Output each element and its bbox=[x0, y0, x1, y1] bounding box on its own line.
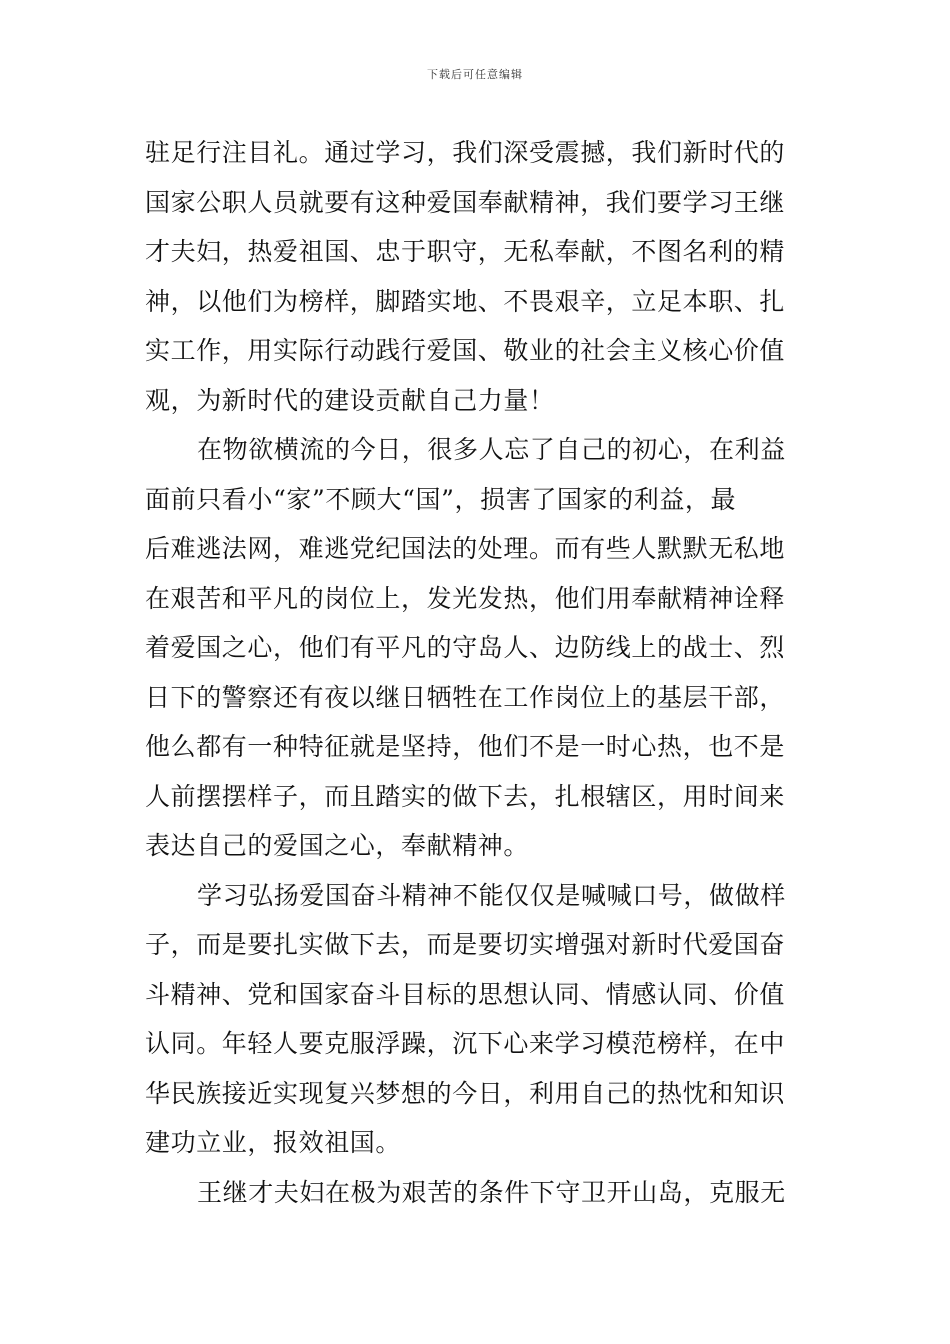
text-line: 表达自己的爱国之心，奉献精神。 bbox=[145, 831, 530, 860]
text-line: 才夫妇，热爱祖国、忠于职守，无私奉献，不图名利的精 bbox=[145, 237, 786, 266]
text-line: 实工作，用实际行动践行爱国、敬业的社会主义核心价值 bbox=[145, 336, 786, 365]
text-line: 着爱国之心，他们有平凡的守岛人、边防线上的战士、烈 bbox=[145, 633, 786, 662]
text-line: 认同。年轻人要克服浮躁，沉下心来学习模范榜样，在中 bbox=[145, 1029, 786, 1058]
document-body bbox=[145, 128, 807, 1217]
text-line: 神，以他们为榜样，脚踏实地、不畏艰辛，立足本职、扎 bbox=[145, 286, 786, 316]
text-line: 面前只看小“家”不顾大“国”，损害了国家的利益，最 bbox=[145, 484, 737, 514]
text-line: 在艰苦和平凡的岗位上，发光发热，他们用奉献精神诠释 bbox=[145, 583, 786, 613]
paragraph bbox=[145, 425, 807, 871]
text-line: 他么都有一种特征就是坚持，他们不是一时心热，也不是 bbox=[145, 732, 786, 761]
text-line: 后难逃法网，难逃党纪国法的处理。而有些人默默无私地 bbox=[145, 534, 786, 563]
paragraph bbox=[145, 871, 807, 1168]
page-header: 下载后可任意编辑 bbox=[427, 68, 523, 81]
text-line: 子，而是要扎实做下去，而是要切实增强对新时代爱国奋 bbox=[145, 930, 786, 959]
text-line: 王继才夫妇在极为艰苦的条件下守卫开山岛，克服无 bbox=[197, 1177, 786, 1207]
text-line: 人前摆摆样子，而且踏实的做下去，扎根辖区，用时间来 bbox=[145, 781, 786, 811]
text-line: 在物欲横流的今日，很多人忘了自己的初心，在利益 bbox=[197, 435, 786, 464]
text-line: 斗精神、党和国家奋斗目标的思想认同、情感认同、价值 bbox=[145, 979, 786, 1009]
text-line: 日下的警察还有夜以继日牺牲在工作岗位上的基层干部， bbox=[145, 682, 786, 712]
text-line: 驻足行注目礼。通过学习，我们深受震撼，我们新时代的 bbox=[145, 138, 786, 167]
paragraph bbox=[145, 128, 807, 425]
text-line: 建功立业，报效祖国。 bbox=[145, 1128, 402, 1157]
paragraph bbox=[145, 1168, 807, 1218]
text-line: 国家公职人员就要有这种爱国奉献精神，我们要学习王继 bbox=[145, 187, 786, 217]
text-line: 华民族接近实现复兴梦想的今日，利用自己的热忱和知识 bbox=[145, 1078, 786, 1108]
text-line: 观，为新时代的建设贡献自己力量！ bbox=[145, 385, 555, 415]
text-line: 学习弘扬爱国奋斗精神不能仅仅是喊喊口号，做做样 bbox=[197, 880, 786, 910]
